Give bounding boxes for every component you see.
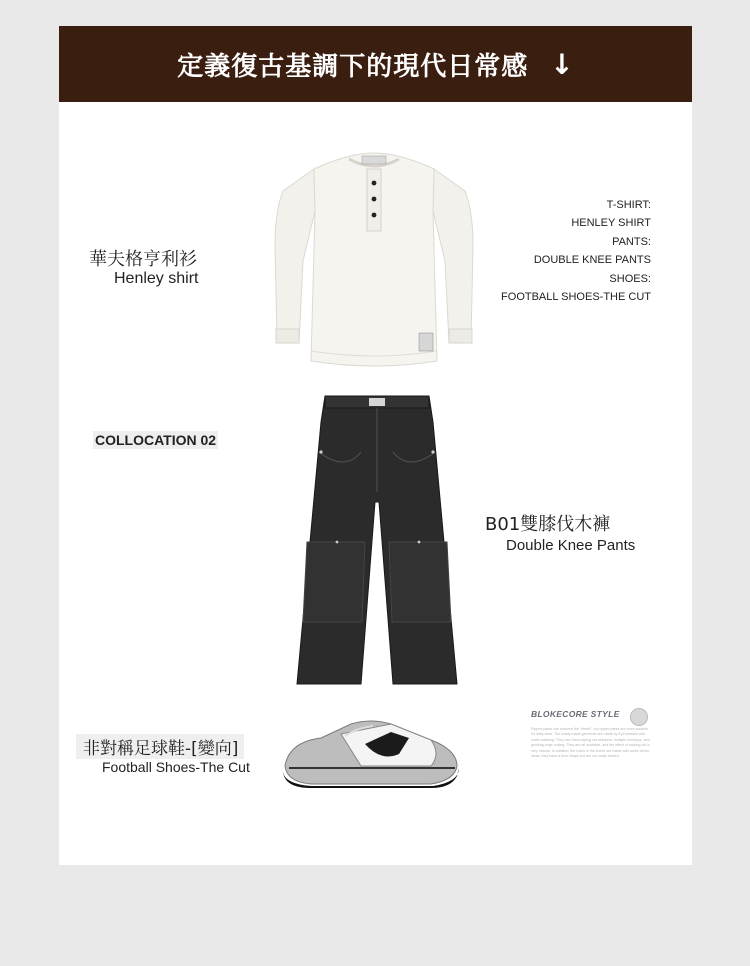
shirt-en-name: Henley shirt <box>114 270 199 287</box>
spec-line: PANTS: <box>612 235 651 248</box>
spec-line: SHOES: <box>609 272 651 285</box>
spec-line: T-SHIRT: <box>606 199 651 211</box>
pants-cn-name: B01雙膝伐木褲 <box>485 514 611 535</box>
arrow-down-icon: ↓ <box>550 47 574 81</box>
shoes-en-name: Football Shoes-The Cut <box>102 759 250 775</box>
collocation-label: COLLOCATION 02 <box>95 432 217 448</box>
brand-name: BLOKECORE STYLE <box>531 709 620 719</box>
banner-title: 定義復古基調下的現代日常感 <box>177 51 529 82</box>
spec-line: DOUBLE KNEE PANTS <box>533 254 651 267</box>
brand-blurb: Ripped pants can endorse the "street", but ripped pants are more suitable for daily wear. The ready-made garments are made by 8 processes and water washing. They use hand-wiping cat whiskers, multiple monkeys, and grinding edge cutting. They are all available, and the effect of making old is very natural. In addition, the holes in the knees are made with some clever ideas: they have a tone shape but are not really broken. <box>531 727 650 759</box>
henley-shirt-image <box>269 151 479 371</box>
outfit-spec-list <box>501 196 651 306</box>
product-card <box>59 26 692 865</box>
spec-line: FOOTBALL SHOES-THE CUT <box>501 291 651 304</box>
soccer-ball-icon <box>630 708 648 726</box>
shirt-cn-name: 華夫格亨利衫 <box>89 249 197 270</box>
double-knee-pants-image <box>295 392 459 688</box>
pants-en-name: Double Knee Pants <box>506 537 636 554</box>
spec-line: HENLEY SHIRT <box>571 217 651 230</box>
header-banner <box>59 26 692 102</box>
shoes-cn-name: 非對稱足球鞋-[變向] <box>76 734 244 759</box>
football-shoe-image <box>281 714 461 790</box>
